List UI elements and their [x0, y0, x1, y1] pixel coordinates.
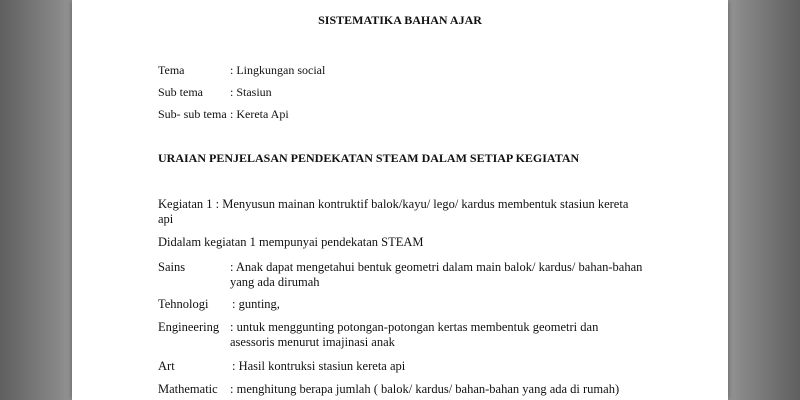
- intro-text: Didalam kegiatan 1 mempunyai pendekatan STEAM: [158, 235, 424, 249]
- document-page: [72, 0, 728, 400]
- meta-label-tema: Tema: [158, 63, 185, 77]
- meta-label-sub-tema: Sub tema: [158, 85, 203, 99]
- section-heading: URAIAN PENJELASAN PENDEKATAN STEAM DALAM SETIAP KEGIATAN: [158, 151, 580, 165]
- steam-label-sains: Sains: [158, 260, 186, 274]
- steam-label-engineering: Engineering: [158, 320, 220, 334]
- steam-value-engineering-line1: : untuk menggunting potongan-potongan kertas membentuk geometri dan: [230, 320, 599, 334]
- meta-label-sub-sub-tema: Sub- sub tema: [158, 107, 227, 121]
- steam-label-art: Art: [158, 359, 175, 373]
- document-title: SISTEMATIKA BAHAN AJAR: [318, 13, 482, 27]
- steam-value-tehnologi: : gunting,: [232, 297, 280, 311]
- steam-value-sains-line2: yang ada dirumah: [230, 275, 320, 289]
- steam-value-sains-line1: : Anak dapat mengetahui bentuk geometri dalam main balok/ kardus/ bahan-bahan: [230, 260, 643, 274]
- steam-value-art: : Hasil kontruksi stasiun kereta api: [232, 359, 406, 373]
- kegiatan-line-2: api: [158, 212, 174, 226]
- kegiatan-line-1: Kegiatan 1 : Menyusun mainan kontruktif balok/kayu/ lego/ kardus membentuk stasiun kereta: [158, 197, 629, 211]
- steam-label-mathematic: Mathematic: [158, 382, 218, 396]
- meta-value-sub-tema: : Stasiun: [230, 85, 272, 99]
- steam-value-mathematic: : menghitung berapa jumlah ( balok/ kardus/ bahan-bahan yang ada di rumah): [230, 382, 620, 396]
- meta-value-sub-sub-tema: : Kereta Api: [230, 107, 289, 121]
- meta-value-tema: : Lingkungan social: [230, 63, 326, 77]
- steam-label-tehnologi: Tehnologi: [158, 297, 209, 311]
- steam-value-engineering-line2: asessoris menurut imajinasi anak: [230, 335, 395, 349]
